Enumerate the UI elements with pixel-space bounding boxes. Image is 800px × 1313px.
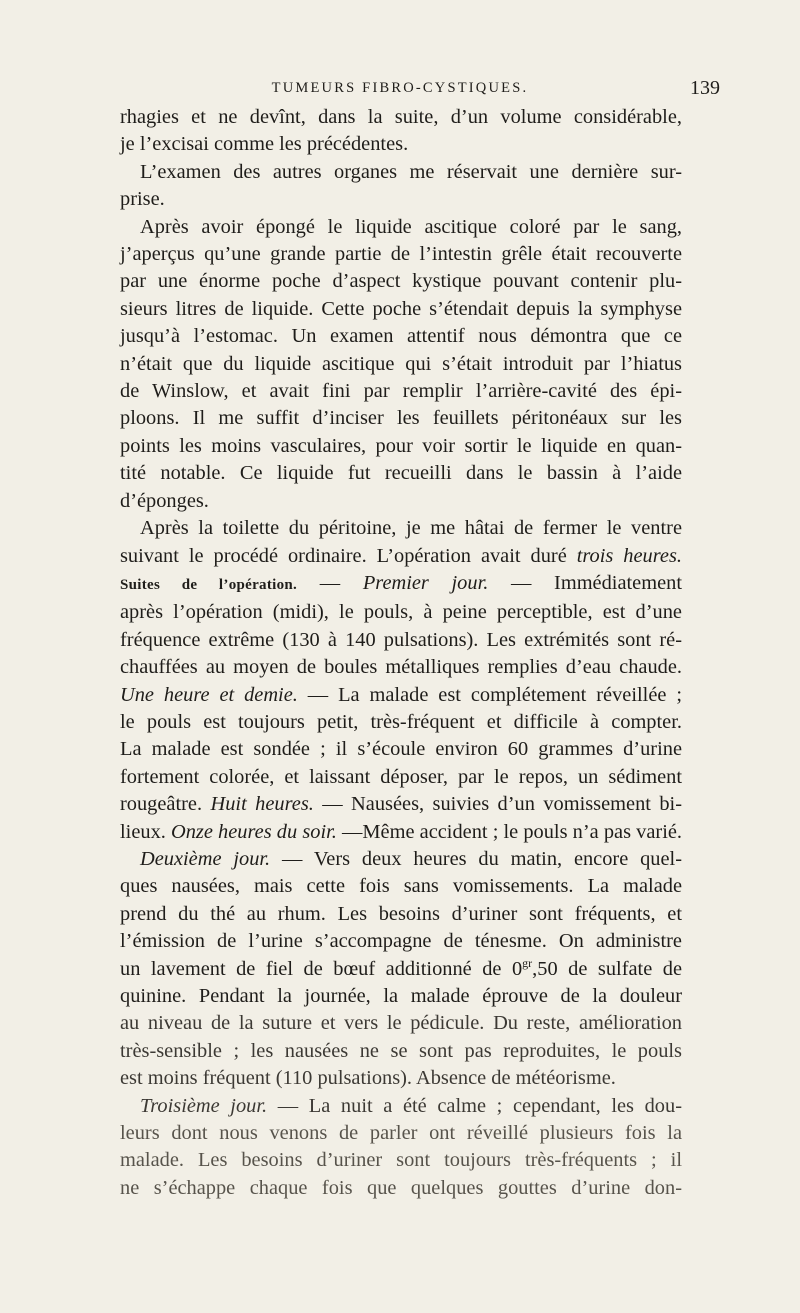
text-line: ne s’échappe chaque fois que quelques gouttes d’urine don- [120, 1176, 682, 1199]
text-line: de Winslow, et avait fini par remplir l’arrière-cavité des épi- [120, 380, 682, 403]
text-run: — La nuit a été calme ; cependant, les dou- [267, 1094, 682, 1117]
text-line [120, 819, 682, 846]
text-line: malade. Les besoins d’uriner sont toujours très-fréquents ; il [120, 1149, 682, 1172]
text-run: — La malade est complétement réveillée ; [297, 683, 682, 706]
text-line: leurs dont nous venons de parler ont réveillé plusieurs fois la [120, 1122, 682, 1145]
text-line [120, 956, 682, 983]
text-line: tité notable. Ce liquide fut recueilli dans le bassin à l’aide [120, 462, 682, 485]
italic-run: Onze heures du soir. [171, 820, 337, 843]
text-line: après l’opération (midi), le pouls, à peine perceptible, est d’une [120, 601, 682, 624]
text-line [120, 570, 682, 599]
body-text [120, 104, 682, 1202]
text-line: l’émission de l’urine s’accompagne de ténesme. On administre [120, 930, 682, 953]
text-line: d’éponges. [120, 489, 209, 512]
italic-run: Huit heures. [210, 793, 314, 816]
text-line: La malade est sondée ; il s’écoule environ 60 grammes d’urine [120, 738, 682, 761]
text-line: prise. [120, 188, 165, 211]
text-line [120, 791, 682, 818]
text-line: rhagies et ne devînt, dans la suite, d’un volume considérable, [120, 106, 682, 128]
text-line [120, 1093, 682, 1120]
text-line: très-sensible ; les nausées ne se sont pas reproduites, le pouls [120, 1039, 682, 1062]
text-line: n’était que du liquide ascitique qui s’était introduit par l’hiatus [120, 352, 682, 375]
text-line: je l’excisai comme les précédentes. [120, 133, 409, 156]
text-line [120, 543, 682, 570]
italic-run: trois heures. [576, 544, 682, 567]
text-line: L’examen des autres organes me réservait une dernière sur- [140, 160, 682, 183]
text-line: au niveau de la suture et vers le pédicule. Du reste, amélioration [120, 1012, 682, 1035]
italic-run: Troisième jour. [140, 1094, 268, 1117]
text-line: sieurs litres de liquide. Cette poche s’étendait depuis la symphyse [120, 297, 682, 320]
text-run: suivant le procédé ordinaire. L’opération avait duré [120, 544, 577, 567]
text-run: un lavement de fiel de bœuf additionné de 0 [120, 957, 523, 980]
text-line: jusqu’à l’estomac. Un examen attentif nous démontra que ce [120, 325, 682, 348]
text-line [120, 682, 682, 709]
text-run: — Immédiatement [488, 571, 682, 594]
text-line: quinine. Pendant la journée, la malade éprouve de la douleur [120, 985, 682, 1007]
text-run: — Vers deux heures du matin, encore quel- [270, 847, 682, 870]
text-run: rougeâtre. [120, 793, 211, 816]
text-line: chauffées au moyen de boules métalliques remplies d’eau chaude. [120, 656, 682, 679]
text-line: Après la toilette du péritoine, je me hâtai de fermer le ventre [140, 517, 682, 540]
text-line: le pouls est toujours petit, très-fréquent et difficile à compter. [120, 710, 682, 733]
text-line: par une énorme poche d’aspect kystique pouvant contenir plu- [120, 270, 682, 293]
superscript-unit: gr [522, 955, 533, 970]
text-line: fréquence extrême (130 à 140 pulsations). Les extrémités sont ré- [120, 628, 682, 651]
text-run: ,50 de sulfate de [532, 957, 682, 980]
text-run: — [297, 571, 363, 594]
text-line: prend du thé au rhum. Les besoins d’uriner sont fréquents, et [120, 902, 682, 925]
text-line: j’aperçus qu’une grande partie de l’intestin grêle était recouverte [120, 243, 682, 266]
italic-run: Deuxième jour. [140, 847, 271, 870]
text-line: est moins fréquent (110 pulsations). Absence de météorisme. [120, 1067, 616, 1090]
text-line: ploons. Il me suffit d’inciser les feuillets péritonéaux sur les [120, 407, 682, 430]
section-heading: Suites de l’opération. [120, 576, 298, 593]
text-run: lieux. [120, 820, 172, 843]
text-line [120, 846, 682, 873]
text-line: Après avoir épongé le liquide ascitique coloré par le sang, [140, 215, 682, 238]
text-line: ques nausées, mais cette fois sans vomissements. La malade [120, 875, 682, 898]
running-head [0, 77, 800, 102]
page-number: 139 [690, 77, 720, 99]
text-line: points les moins vasculaires, pour voir sortir le liquide en quan- [120, 434, 682, 457]
text-line: fortement colorée, et laissant déposer, par le repos, un sédiment [120, 765, 682, 788]
text-run: —Même accident ; le pouls n’a pas varié. [336, 820, 683, 843]
running-title: TUMEURS FIBRO-CYSTIQUES. [271, 80, 529, 96]
text-run: — Nausées, suivies d’un vomissement bi- [313, 793, 682, 816]
italic-run: Premier jour. [362, 571, 489, 594]
italic-run: Une heure et demie. [120, 683, 298, 706]
